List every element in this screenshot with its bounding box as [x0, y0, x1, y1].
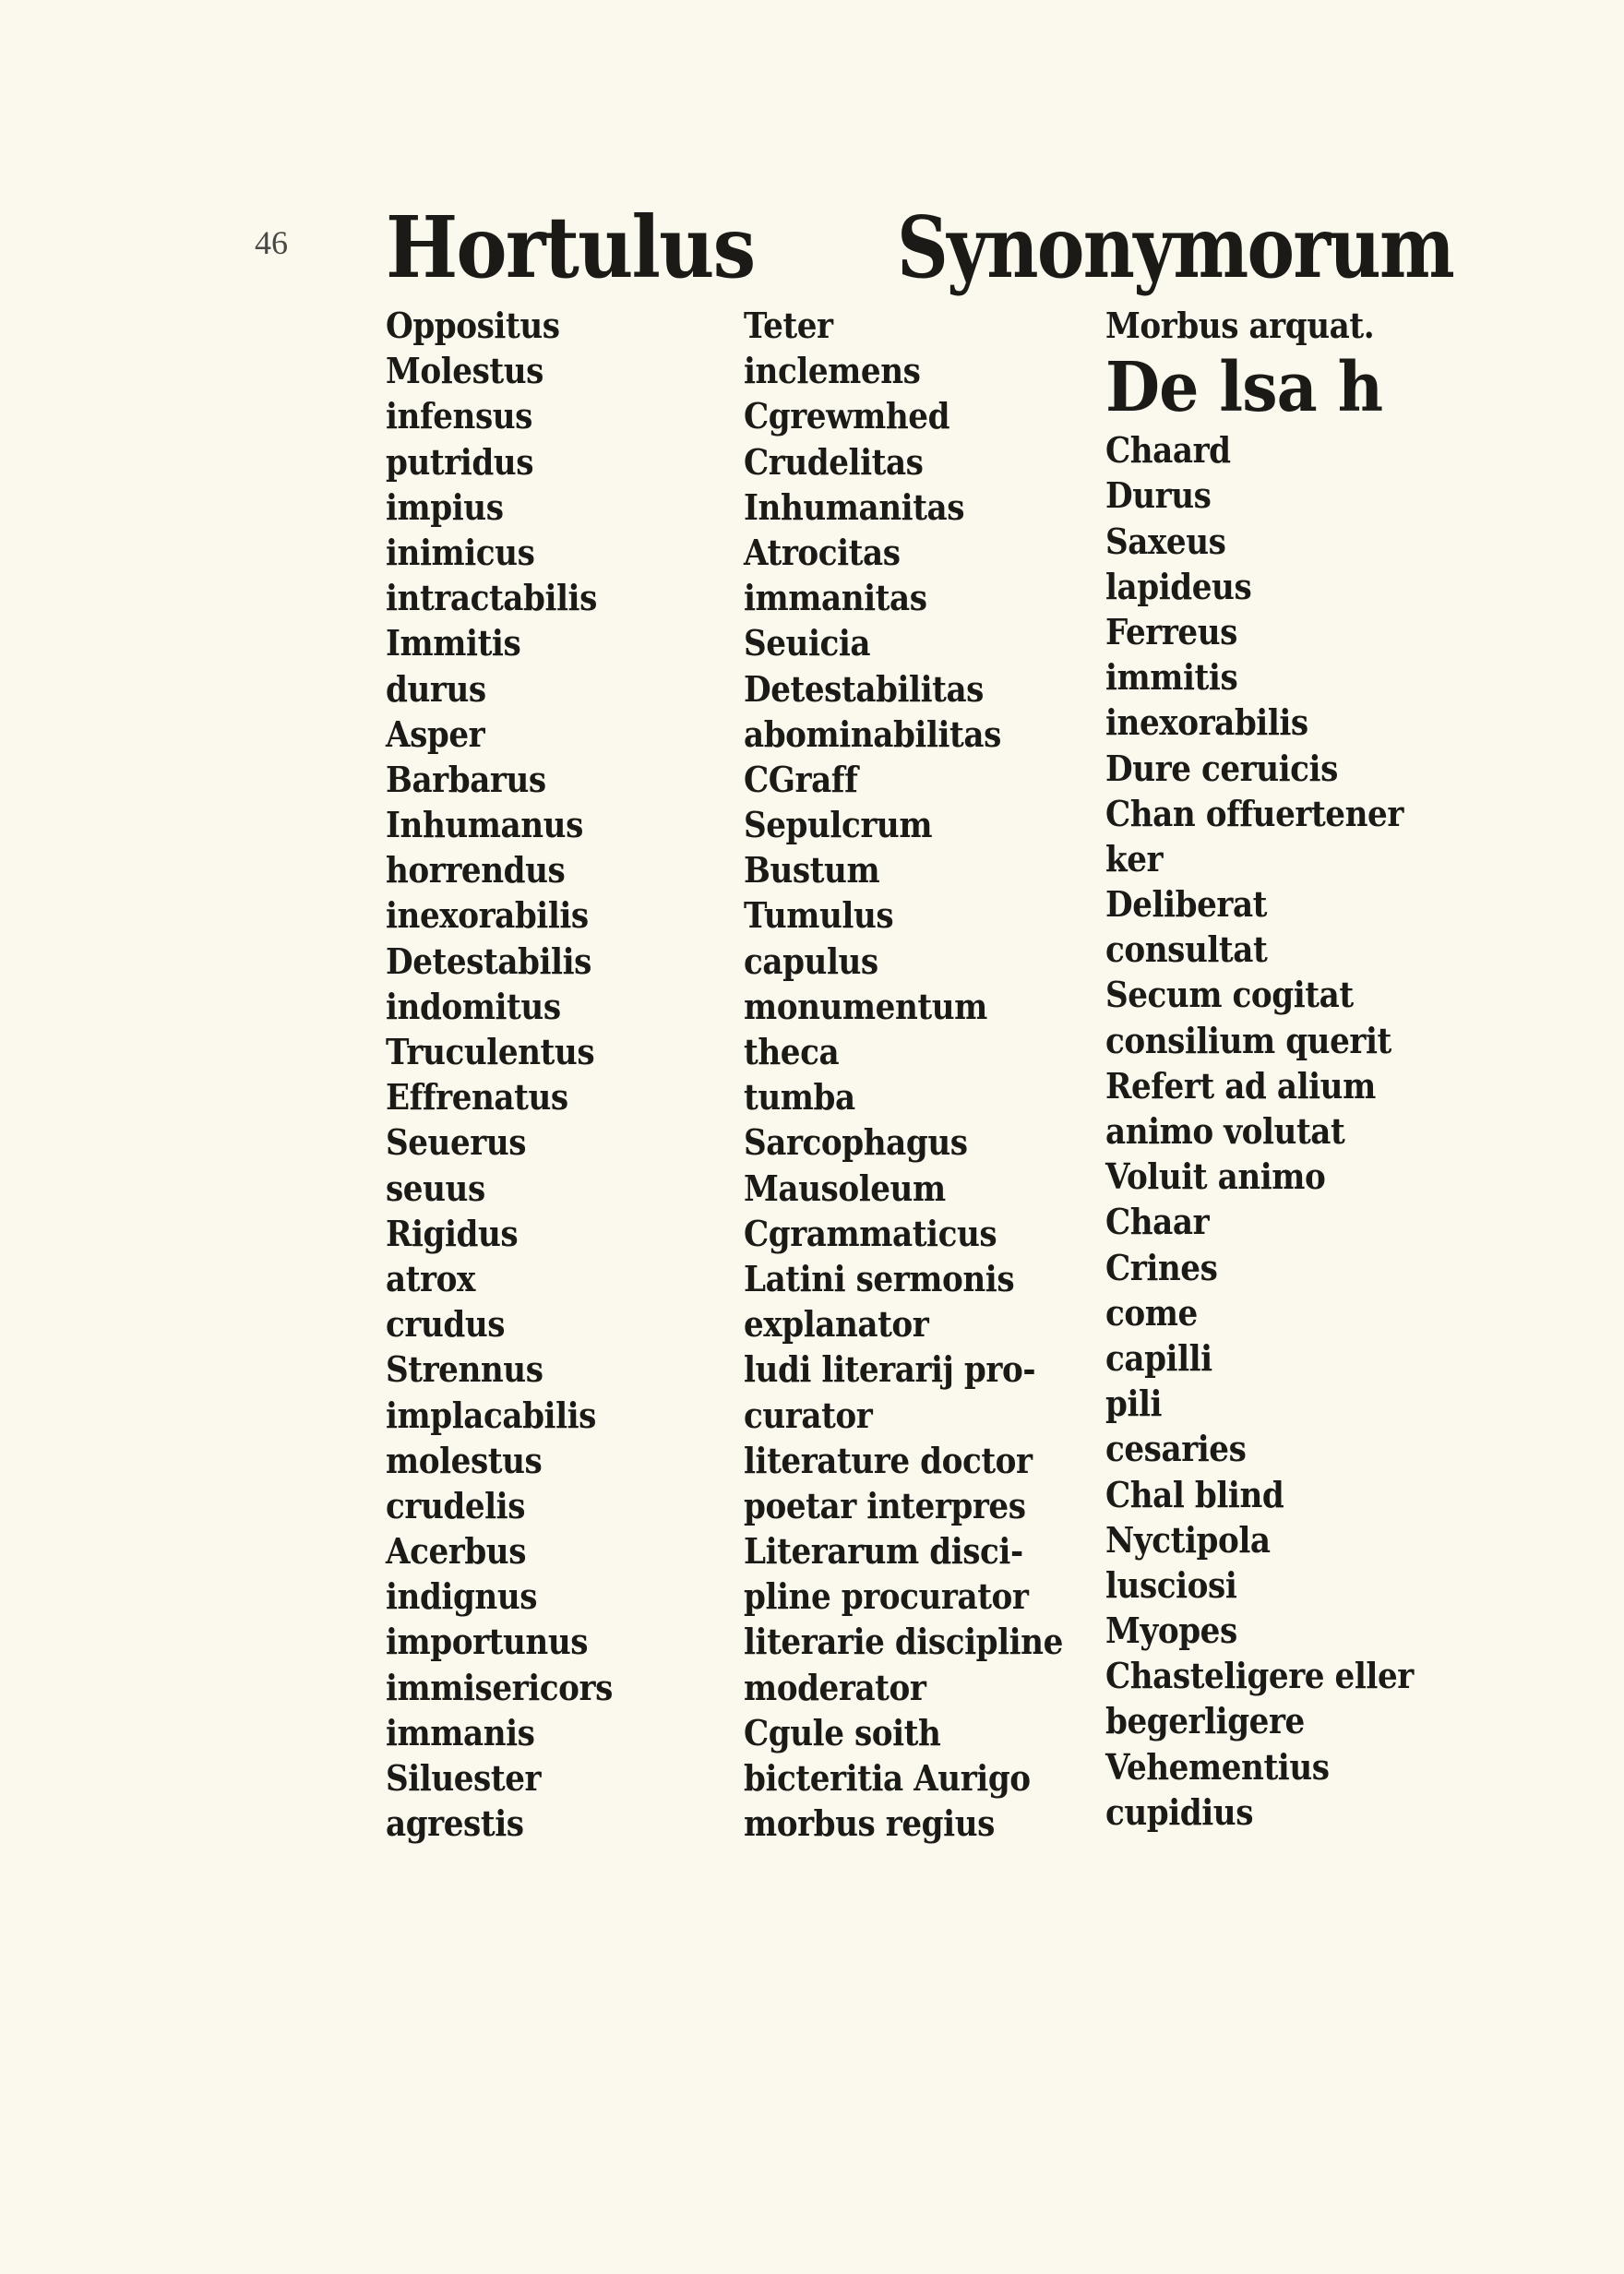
word-entry: immanitas: [744, 577, 927, 619]
word-entry: Siluester: [386, 1757, 542, 1799]
word-entry: Cgule soith: [744, 1711, 941, 1753]
word-entry: cupidius: [1105, 1790, 1254, 1833]
word-entry: inimicus: [386, 531, 535, 573]
word-entry: Detestabilitas: [744, 667, 984, 710]
word-entry: indomitus: [386, 985, 561, 1027]
word-entry: consilium querit: [1105, 1019, 1391, 1061]
word-entry: Asper: [386, 712, 485, 755]
word-entry: moderator: [744, 1666, 926, 1708]
word-entry: horrendus: [386, 849, 566, 892]
word-column-3: [1105, 303, 1448, 1835]
word-entry: Chaard: [1105, 429, 1231, 472]
word-entry: Literarum disci-: [744, 1530, 1023, 1573]
word-entry: infensus: [386, 395, 532, 437]
word-entry: lusciosi: [1105, 1563, 1237, 1606]
word-entry: Cgrewmhed: [744, 395, 950, 437]
word-entry: inexorabilis: [386, 894, 589, 937]
title-right: Synonymorum: [897, 197, 1454, 297]
word-entry: pili: [1105, 1382, 1163, 1425]
word-entry: Strennus: [386, 1348, 543, 1391]
word-entry: Vehementius: [1105, 1745, 1330, 1788]
word-entry: putridus: [386, 440, 534, 483]
word-entry: Refert ad alium: [1105, 1064, 1376, 1107]
word-column-2: [744, 303, 1098, 1846]
word-entry: Inhumanus: [386, 804, 583, 846]
word-entry: Myopes: [1105, 1610, 1237, 1652]
word-entry: Secum cogitat: [1105, 974, 1354, 1016]
word-entry: Chan offuertener: [1105, 792, 1403, 834]
word-entry: Crudelitas: [744, 440, 924, 483]
word-entry: importunus: [386, 1621, 589, 1663]
word-entry: immisericors: [386, 1666, 613, 1708]
word-entry: Dure ceruicis: [1105, 747, 1338, 789]
word-entry: Ferreus: [1105, 610, 1237, 652]
word-entry: implacabilis: [386, 1394, 596, 1436]
word-entry: pline procurator: [744, 1575, 1029, 1618]
word-entry: Crines: [1105, 1246, 1218, 1288]
word-entry: seuus: [386, 1167, 485, 1209]
word-entry: Nyctipola: [1105, 1518, 1271, 1561]
word-entry: Detestabilis: [386, 940, 591, 982]
word-entry: abominabilitas: [744, 712, 1001, 755]
word-entry: Tumulus: [744, 894, 894, 937]
word-entry: Chasteligere eller: [1105, 1655, 1414, 1697]
word-entry: tumba: [744, 1076, 855, 1119]
word-entry: curator: [744, 1394, 873, 1436]
word-entry: Inhumanitas: [744, 485, 965, 528]
word-entry: immanis: [386, 1711, 535, 1753]
word-entry: inexorabilis: [1105, 701, 1308, 744]
word-entry: Immitis: [386, 622, 521, 664]
word-entry: indignus: [386, 1575, 538, 1618]
word-entry: Durus: [1105, 474, 1212, 517]
word-column-1: [386, 303, 638, 1846]
word-entry: Truculentus: [386, 1031, 595, 1072]
word-entry: explanator: [744, 1303, 929, 1346]
word-entry: Teter: [744, 305, 833, 346]
word-entry: Barbarus: [386, 758, 546, 800]
word-entry: morbus regius: [744, 1802, 995, 1845]
word-entry: literarie discipline: [744, 1621, 1063, 1663]
word-entry: impius: [386, 485, 504, 528]
word-entry: come: [1105, 1291, 1198, 1334]
word-entry: ker: [1105, 837, 1164, 880]
word-entry: literature doctor: [744, 1439, 1033, 1481]
word-entry: intractabilis: [386, 577, 597, 619]
page-number: 46: [255, 224, 288, 261]
word-entry: Mausoleum: [744, 1167, 946, 1209]
word-entry: Molestus: [386, 350, 543, 392]
word-entry: crudelis: [386, 1484, 526, 1526]
word-entry: capulus: [744, 940, 878, 982]
word-entry: immitis: [1105, 656, 1238, 699]
word-entry: cesaries: [1105, 1428, 1247, 1470]
word-entry: bicteritia Aurigo: [744, 1757, 1031, 1799]
word-entry: Chal blind: [1105, 1473, 1284, 1515]
word-entry: theca: [744, 1031, 840, 1072]
word-entry: Chaar: [1105, 1201, 1210, 1243]
word-entry: ludi literarij pro-: [744, 1348, 1036, 1391]
word-entry: consultat: [1105, 928, 1268, 971]
word-entry: Bustum: [744, 849, 880, 892]
word-entry: Acerbus: [386, 1530, 527, 1573]
word-entry: Seuicia: [744, 622, 871, 664]
word-entry: lapideus: [1105, 565, 1252, 607]
word-entry: De lsa h: [1105, 348, 1383, 428]
word-entry: Sarcophagus: [744, 1121, 968, 1164]
word-entry: capilli: [1105, 1336, 1212, 1379]
word-entry: durus: [386, 667, 486, 710]
word-entry: Oppositus: [386, 305, 560, 346]
title-left: Hortulus: [386, 197, 755, 297]
word-entry: Sepulcrum: [744, 804, 933, 846]
word-entry: inclemens: [744, 350, 921, 392]
word-entry: Cgrammaticus: [744, 1212, 997, 1254]
word-entry: atrox: [386, 1257, 475, 1299]
word-entry: poetar interpres: [744, 1484, 1026, 1526]
word-entry: begerligere: [1105, 1700, 1305, 1742]
word-entry: animo volutat: [1105, 1110, 1345, 1152]
word-entry: Morbus arquat.: [1105, 305, 1375, 346]
word-entry: Voluit animo: [1105, 1155, 1326, 1198]
word-entry: CGraff: [744, 758, 858, 800]
word-entry: Rigidus: [386, 1212, 519, 1254]
word-entry: Deliberat: [1105, 883, 1268, 926]
word-entry: Atrocitas: [744, 531, 901, 573]
word-entry: crudus: [386, 1303, 506, 1346]
word-entry: Latini sermonis: [744, 1257, 1015, 1299]
word-entry: Saxeus: [1105, 520, 1226, 562]
word-entry: molestus: [386, 1439, 543, 1481]
word-entry: Seuerus: [386, 1121, 527, 1164]
word-entry: monumentum: [744, 985, 987, 1027]
word-entry: agrestis: [386, 1802, 524, 1845]
word-entry: Effrenatus: [386, 1076, 568, 1119]
